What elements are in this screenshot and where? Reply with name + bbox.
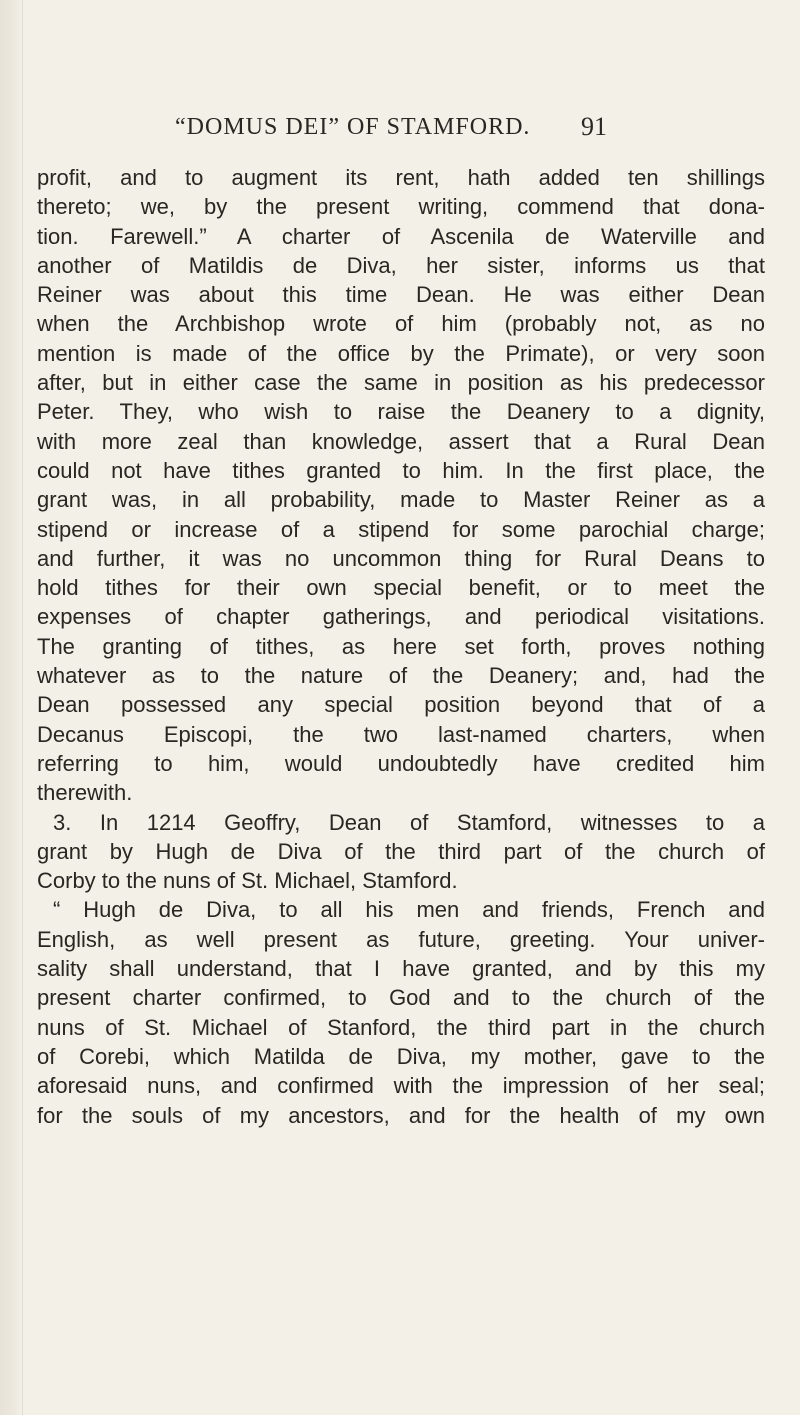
text-line: whatever as to the nature of the Deanery; and, had the <box>37 663 765 689</box>
text-line: another of Matildis de Diva, her sister, informs us that <box>37 252 765 278</box>
text-line: 3. In 1214 Geoffry, Dean of Stamford, witnesses to a <box>53 809 765 835</box>
page-number: 91 <box>581 112 607 141</box>
running-head: “DOMUS DEI” OF STAMFORD. <box>175 114 531 140</box>
text-line: profit, and to augment its rent, hath added ten shillings <box>37 165 765 190</box>
text-line: grant was, in all probability, made to Master Reiner as a <box>37 487 765 513</box>
text-line: with more zeal than knowledge, assert that a Rural Dean <box>37 428 765 454</box>
text-line: for the souls of my ancestors, and for the health of my own <box>37 1102 765 1128</box>
text-line: stipend or increase of a stipend for some parochial charge; <box>37 516 765 542</box>
text-line: expenses of chapter gatherings, and periodical visitations. <box>37 604 765 630</box>
text-line: sality shall understand, that I have granted, and by this my <box>37 956 765 982</box>
text-line: English, as well present as future, greeting. Your univer- <box>37 926 765 952</box>
text-line: therewith. <box>37 780 133 806</box>
text-line: Reiner was about this time Dean. He was either Dean <box>37 282 765 308</box>
text-line: Decanus Episcopi, the two last-named charters, when <box>37 721 765 747</box>
text-line: hold tithes for their own special benefit, or to meet the <box>37 575 765 601</box>
text-line: present charter confirmed, to God and to the church of the <box>37 985 765 1011</box>
page-header <box>0 106 800 146</box>
text-line: and further, it was no uncommon thing for Rural Deans to <box>37 545 765 571</box>
page-gutter-shadow <box>0 0 23 1415</box>
text-line: Corby to the nuns of St. Michael, Stamford. <box>37 868 458 894</box>
text-line: of Corebi, which Matilda de Diva, my mother, gave to the <box>37 1043 765 1069</box>
text-line: The granting of tithes, as here set forth, proves nothing <box>37 633 765 659</box>
text-line: referring to him, would undoubtedly have credited him <box>37 750 765 776</box>
text-line: thereto; we, by the present writing, commend that dona- <box>37 194 765 220</box>
text-line: Dean possessed any special position beyond that of a <box>37 692 765 718</box>
text-line: nuns of St. Michael of Stanford, the third part in the church <box>37 1014 765 1040</box>
text-line: when the Archbishop wrote of him (probably not, as no <box>37 311 765 337</box>
text-line: grant by Hugh de Diva of the third part of the church of <box>37 838 765 864</box>
body-text <box>37 163 765 1130</box>
text-line: aforesaid nuns, and confirmed with the impression of her seal; <box>37 1073 765 1099</box>
text-line: could not have tithes granted to him. In the first place, the <box>37 457 765 483</box>
text-line: after, but in either case the same in position as his predecessor <box>37 370 765 396</box>
text-line: mention is made of the office by the Primate), or very soon <box>37 340 765 366</box>
text-line: Peter. They, who wish to raise the Deanery to a dignity, <box>37 399 765 425</box>
text-line: “ Hugh de Diva, to all his men and friends, French and <box>53 897 765 923</box>
text-line: tion. Farewell.” A charter of Ascenila de Waterville and <box>37 223 765 249</box>
